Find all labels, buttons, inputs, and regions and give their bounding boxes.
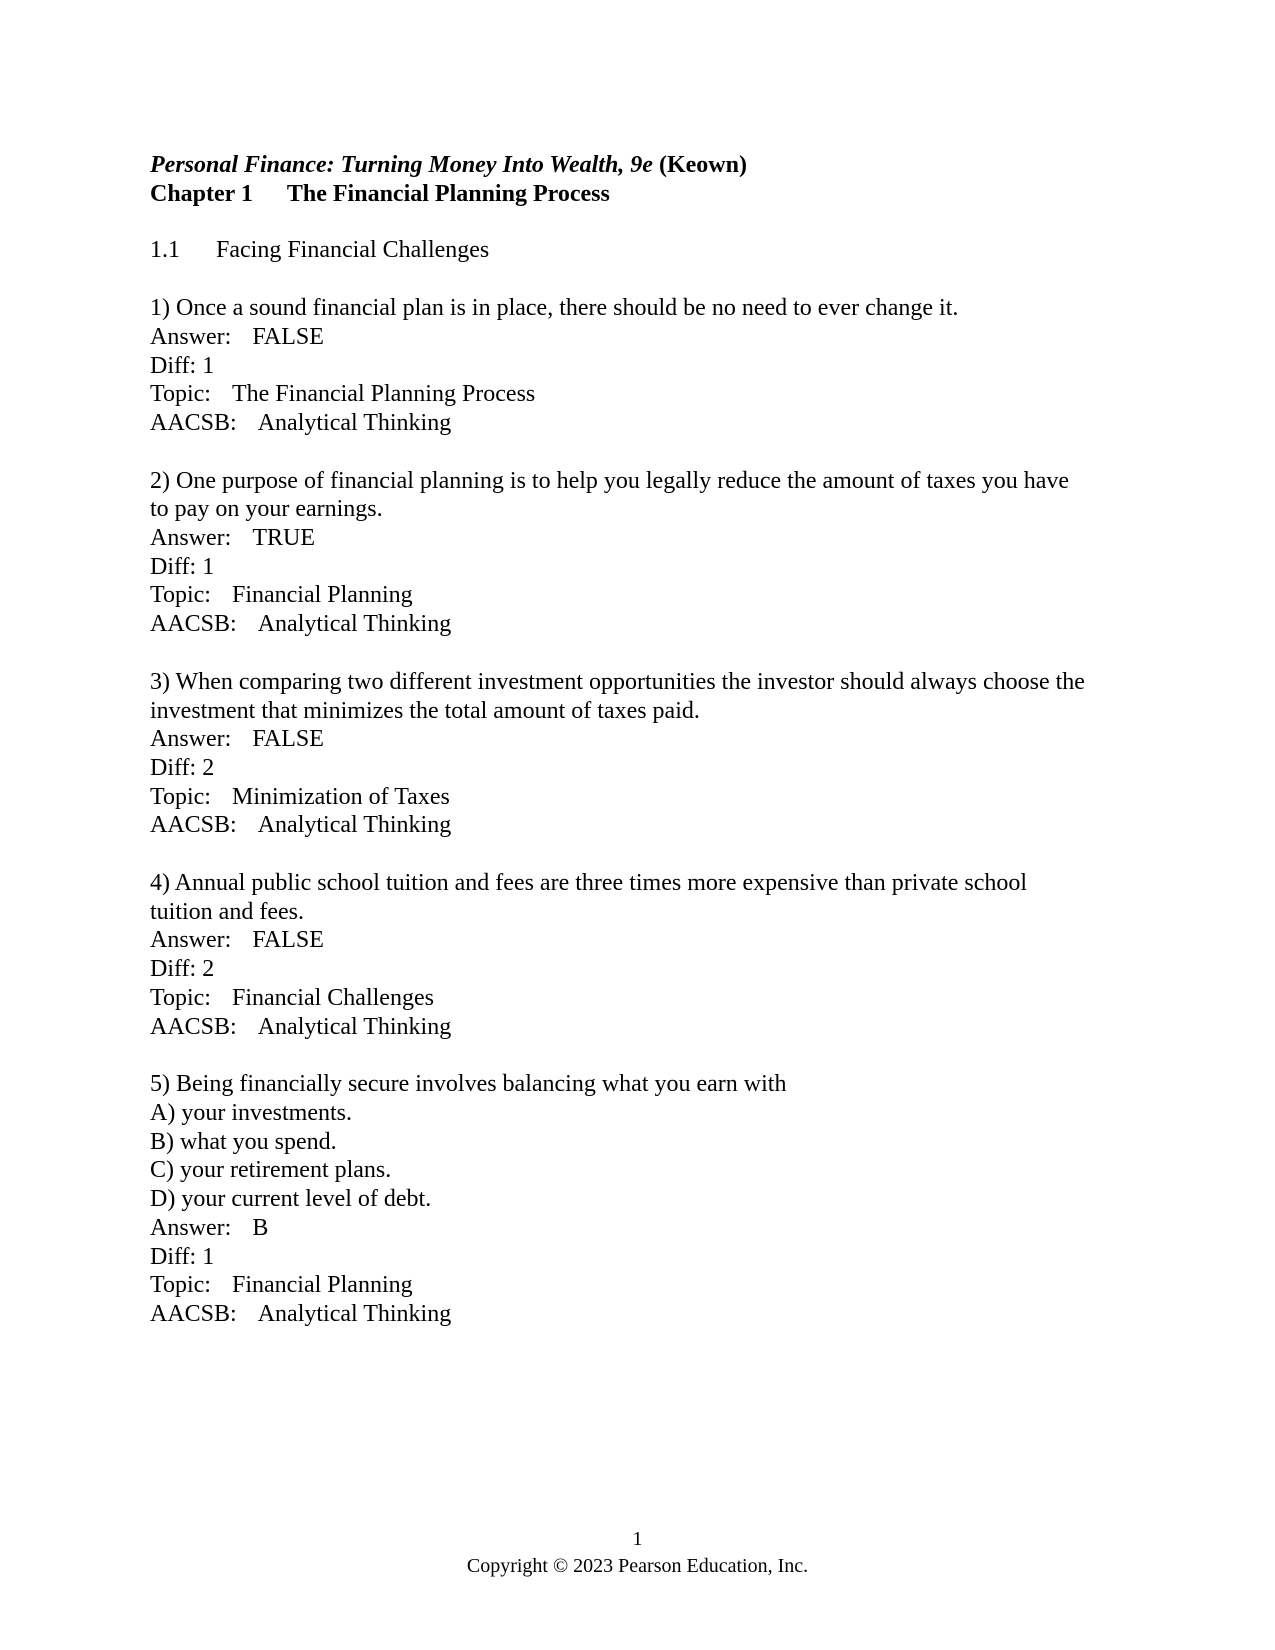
difficulty-line-value: Diff: 2 xyxy=(150,754,215,781)
answer-line-label: Answer: xyxy=(150,1214,232,1241)
aacsb-line xyxy=(150,1013,1150,1042)
aacsb-line-value: Analytical Thinking xyxy=(257,409,452,436)
answer-line-label: Answer: xyxy=(150,726,232,753)
answer-line-value: FALSE xyxy=(252,927,324,954)
answer-line xyxy=(150,926,1150,955)
section-heading xyxy=(150,236,1150,265)
section-title: Facing Financial Challenges xyxy=(216,237,490,264)
aacsb-line xyxy=(150,811,1150,840)
aacsb-line xyxy=(150,1300,1150,1329)
question-stem: 1) Once a sound financial plan is in place, there should be no need to ever change it. xyxy=(150,295,959,322)
topic-line-label: Topic: xyxy=(150,783,211,810)
topic-line-value: Financial Planning xyxy=(231,1272,413,1299)
topic-line-value: The Financial Planning Process xyxy=(231,381,536,408)
aacsb-line xyxy=(150,610,1150,639)
question-stem: 2) One purpose of financial planning is to help you legally reduce the amount of taxes you have xyxy=(150,467,1070,494)
aacsb-line-label: AACSB: xyxy=(150,812,237,839)
topic-line xyxy=(150,380,1150,409)
aacsb-line-label: AACSB: xyxy=(150,611,237,638)
chapter-name: The Financial Planning Process xyxy=(286,180,610,207)
difficulty-line xyxy=(150,754,1150,783)
question-item xyxy=(150,869,1150,1041)
question-stem: 3) When comparing two different investment opportunities the investor should always choose the xyxy=(150,668,1085,695)
page-body xyxy=(150,151,1150,1329)
topic-line xyxy=(150,984,1150,1013)
answer-line xyxy=(150,524,1150,553)
aacsb-line-value: Analytical Thinking xyxy=(257,1013,452,1040)
topic-line xyxy=(150,581,1150,610)
difficulty-line-value: Diff: 2 xyxy=(150,956,215,983)
question-item xyxy=(150,294,1150,438)
question-list xyxy=(150,294,1150,1329)
answer-line xyxy=(150,725,1150,754)
aacsb-line-label: AACSB: xyxy=(150,409,237,436)
topic-line-value: Financial Planning xyxy=(231,582,413,609)
book-title xyxy=(150,151,1150,180)
chapter-title xyxy=(150,180,1150,209)
question-stem: 4) Annual public school tuition and fees are three times more expensive than private school xyxy=(150,870,1028,897)
aacsb-line-value: Analytical Thinking xyxy=(257,1300,452,1327)
answer-line xyxy=(150,1214,1150,1243)
answer-line-value: FALSE xyxy=(252,323,324,350)
question-line: investment that minimizes the total amount of taxes paid. xyxy=(150,697,700,724)
copyright-notice: Copyright © 2023 Pearson Education, Inc. xyxy=(466,1555,809,1577)
topic-line-value: Minimization of Taxes xyxy=(231,783,450,810)
answer-line-label: Answer: xyxy=(150,927,232,954)
difficulty-line-value: Diff: 1 xyxy=(150,352,215,379)
chapter-number: Chapter 1 xyxy=(150,180,253,207)
question-line: to pay on your earnings. xyxy=(150,496,383,523)
question-item xyxy=(150,467,1150,639)
topic-line-label: Topic: xyxy=(150,984,211,1011)
topic-line-label: Topic: xyxy=(150,1272,211,1299)
question-line: tuition and fees. xyxy=(150,898,304,925)
answer-line-label: Answer: xyxy=(150,525,232,552)
difficulty-line-value: Diff: 1 xyxy=(150,553,215,580)
aacsb-line-value: Analytical Thinking xyxy=(257,812,452,839)
difficulty-line xyxy=(150,1243,1150,1272)
difficulty-line xyxy=(150,553,1150,582)
topic-line xyxy=(150,1271,1150,1300)
answer-line-value: TRUE xyxy=(252,525,315,552)
topic-line xyxy=(150,783,1150,812)
book-title-italic: Personal Finance: Turning Money Into Wealth, 9e xyxy=(150,152,653,178)
question-line: A) your investments. xyxy=(150,1099,352,1126)
page-number: 1 xyxy=(632,1528,643,1550)
book-author: (Keown) xyxy=(658,152,747,178)
section-number: 1.1 xyxy=(150,237,180,264)
question-item xyxy=(150,1070,1150,1328)
topic-line-label: Topic: xyxy=(150,582,211,609)
topic-line-value: Financial Challenges xyxy=(231,984,434,1011)
aacsb-line-label: AACSB: xyxy=(150,1013,237,1040)
question-line: D) your current level of debt. xyxy=(150,1186,432,1213)
answer-line xyxy=(150,323,1150,352)
aacsb-line-value: Analytical Thinking xyxy=(257,611,452,638)
answer-line-label: Answer: xyxy=(150,323,232,350)
answer-line-value: B xyxy=(252,1214,269,1241)
difficulty-line-value: Diff: 1 xyxy=(150,1243,215,1270)
question-stem: 5) Being financially secure involves balancing what you earn with xyxy=(150,1071,787,1098)
difficulty-line xyxy=(150,352,1150,381)
aacsb-line-label: AACSB: xyxy=(150,1300,237,1327)
answer-line-value: FALSE xyxy=(252,726,324,753)
topic-line-label: Topic: xyxy=(150,381,211,408)
question-item xyxy=(150,668,1150,840)
question-line: C) your retirement plans. xyxy=(150,1157,392,1184)
aacsb-line xyxy=(150,409,1150,438)
question-line: B) what you spend. xyxy=(150,1128,337,1155)
difficulty-line xyxy=(150,955,1150,984)
